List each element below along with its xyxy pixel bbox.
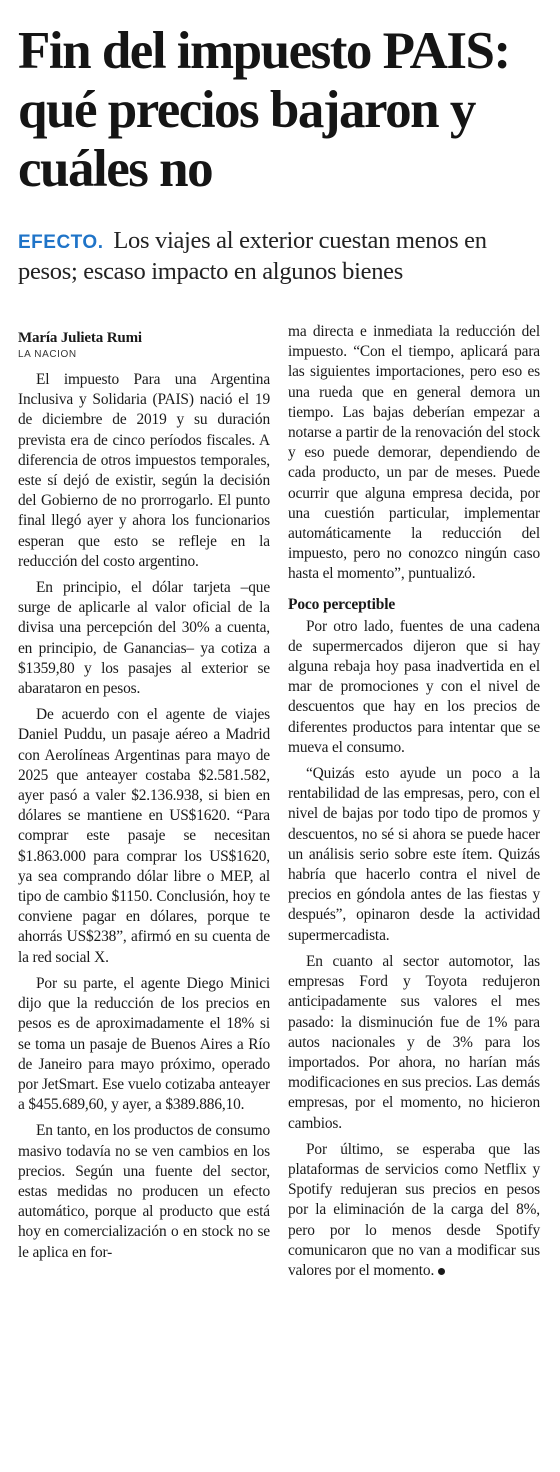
paragraph-last-text: Por último, se esperaba que las plataformas de servicios como Netflix y Spotify redujeran sus precios en pesos por la eliminación de la carga del 8%, pero por lo menos desde Spotify comunicaron que no van a modificar sus valores por el momento. bbox=[288, 1140, 540, 1279]
kicker-text: Los viajes al exterior cuestan menos en pesos; escaso impacto en algunos bienes bbox=[18, 227, 487, 285]
article-column-left bbox=[18, 322, 270, 1263]
byline-source: LA NACION bbox=[18, 349, 77, 360]
paragraph: Por otro lado, fuentes de una cadena de supermercados dijeron que si hay alguna rebaja hoy pasa inadvertida en el mar de promociones y con el nivel de descuentos que hay en los precios de diferentes productos para intentar que se mueva el consumo. bbox=[288, 617, 540, 756]
paragraph: “Quizás esto ayude un poco a la rentabilidad de las empresas, pero, con el nivel de bajas por todo tipo de promos y descuentos, no sé si ahora se puede hacer un análisis serio sobre este ítem. Quizás habría que hacerlo contra el nivel de precios en góndola antes de las fiestas y después”, opinaron desde la actividad supermercadista. bbox=[288, 765, 540, 944]
headline: Fin del impuesto PAIS: qué precios bajaron y cuáles no bbox=[18, 22, 510, 198]
paragraph: El impuesto Para una Argentina Inclusiva y Solidaria (PAIS) nació el 19 de diciembre de 2019 y su duración prevista era de cinco períodos fiscales. A diferencia de otros impuestos temporales, este sí dejó de existir, según la decisión del Gobierno de no prorrogarlo. El punto final llegó ayer y ahora los funcionarios esperan que esto se refleje en la reducción del costo argentino. bbox=[18, 371, 270, 570]
byline-author: María Julieta Rumi bbox=[18, 330, 142, 346]
kicker bbox=[18, 226, 546, 286]
end-of-article-icon bbox=[438, 1268, 445, 1275]
paragraph: De acuerdo con el agente de viajes Daniel Puddu, un pasaje aéreo a Madrid con Aerolíneas Argentinas para mayo de 2025 que anteayer costaba $2.581.582, ayer pasó a valer $2.136.938, si bien en dólares se mantiene en US$1620. “Para comprar este pasaje se necesitan $1.863.000 para comprar los US$1620, ya sea comprando dólar libre o MEP, al tipo de cambio $1150. Conclusión, hoy te conviene pagar en dólares, porque te ahorrás US$238”, afirmó en su cuenta de la red social X. bbox=[18, 706, 270, 966]
paragraph-last bbox=[288, 1140, 540, 1281]
paragraph: En tanto, en los productos de consumo masivo todavía no se ven cambios en los precios. Según una fuente del sector, estas medidas no producen un efecto automático, porque al producto que está hoy en comercialización o en stock no se le aplica en for- bbox=[18, 1122, 270, 1261]
paragraph: Por su parte, el agente Diego Minici dijo que la reducción de los precios en pesos es de aproximadamente el 18% si se toma un pasaje de Buenos Aires a Río de Janeiro para mayo próximo, operado por JetSmart. Ese vuelo cotizaba anteayer a $455.689,60, y ayer, a $389.886,10. bbox=[18, 974, 270, 1114]
subhead: Poco perceptible bbox=[288, 595, 396, 613]
paragraph: En cuanto al sector automotor, las empresas Ford y Toyota redujeron anticipadamente sus valores el mes pasado: la disminución fue de 1% para autos nacionales y de 3% para los importados. Por ahora, no harían más modificaciones en sus precios. Las demás empresas, por el momento, no hicieron cambios. bbox=[288, 952, 540, 1132]
article-column-right bbox=[288, 322, 540, 1281]
kicker-tag: EFECTO. bbox=[18, 232, 104, 253]
paragraph: ma directa e inmediata la reducción del impuesto. “Con el tiempo, aplicará para las siguientes importaciones, pero eso es una rueda que en general demora un tiempo. Las bajas deberían empezar a notarse a partir de la renovación del stock y eso puede demorar, dependiendo de cada producto, un par de meses. Puede ocurrir que alguna empresa decida, por una cuestión particular, implementar automáticamente la reducción del impuesto, pero no conozco ningún caso hasta el momento”, puntualizó. bbox=[288, 323, 540, 583]
paragraph: En principio, el dólar tarjeta –que surge de aplicarle al valor oficial de la divisa una percepción del 30% a cuenta, en principio, de Ganancias– ya cotiza a $1359,80 y los pasajes al exterior se abarataron en pesos. bbox=[18, 579, 270, 698]
